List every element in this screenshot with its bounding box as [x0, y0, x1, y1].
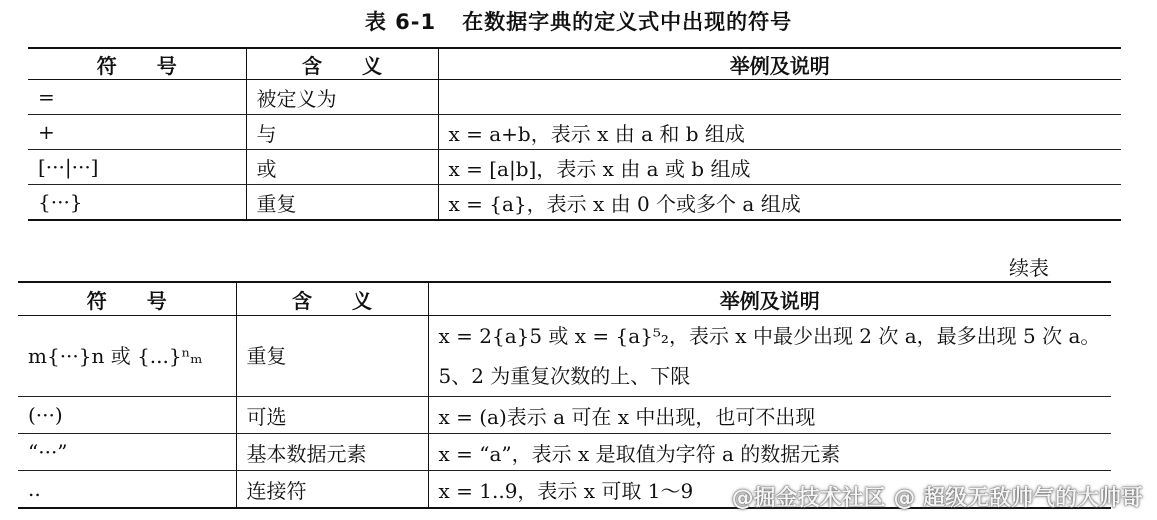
header-example: 举例及说明 [428, 282, 1111, 316]
symbol-table-continued [18, 281, 1111, 509]
table-row [28, 150, 1121, 185]
cell-example: x = a+b，表示 x 由 a 和 b 组成 [438, 115, 1121, 150]
cell-example: x = (a)表示 a 可在 x 中出现，也可不出现 [428, 397, 1111, 434]
cell-example: x = 2{a}5 或 x = {a}⁵₂，表示 x 中最少出现 2 次 a，最多出现 5 次 a。5、2 为重复次数的上、下限 [428, 316, 1111, 397]
header-meaning: 含 义 [236, 282, 428, 316]
table-row [28, 185, 1121, 221]
cell-example: x = [a|b]，表示 x 由 a 或 b 组成 [438, 150, 1121, 185]
header-meaning: 含 义 [246, 48, 438, 80]
table-number: 表 6-1 [364, 10, 437, 34]
cell-symbol: = [28, 80, 246, 115]
cell-example: x = 1..9，表示 x 可取 1～9 [428, 471, 1111, 509]
cell-example: x = {a}，表示 x 由 0 个或多个 a 组成 [438, 185, 1121, 221]
symbol-table [28, 47, 1121, 221]
cell-symbol: {···} [38, 190, 83, 214]
table-title [0, 6, 1157, 36]
table-row [18, 316, 1111, 397]
watermark: @掘金技术社区 @ 超级无敌帅气的大帅哥 [731, 486, 1143, 511]
cell-meaning: 被定义为 [246, 80, 438, 115]
cell-meaning: 连接符 [236, 471, 428, 509]
table-row [18, 397, 1111, 434]
cell-symbol: [···|···] [28, 150, 246, 185]
header-symbol: 符 号 [28, 48, 246, 80]
cell-example [438, 80, 1121, 115]
header-example: 举例及说明 [438, 48, 1121, 80]
table-row [28, 80, 1121, 115]
cell-symbol: + [28, 115, 246, 150]
cell-meaning: 或 [246, 150, 438, 185]
cell-example: x = “a”，表示 x 是取值为字符 a 的数据元素 [428, 434, 1111, 471]
continued-label: 续表 [1009, 256, 1049, 280]
cell-symbol: .. [28, 477, 41, 501]
cell-meaning: 重复 [246, 185, 438, 221]
table-header-row [28, 48, 1121, 80]
table-row [28, 115, 1121, 150]
cell-symbol: m{···}n 或 {...}ⁿₘ [18, 316, 236, 397]
cell-meaning: 基本数据元素 [236, 434, 428, 471]
table-header-row [18, 282, 1111, 316]
table-row [18, 434, 1111, 471]
cell-meaning: 可选 [236, 397, 428, 434]
header-symbol: 符 号 [18, 282, 236, 316]
cell-meaning: 与 [246, 115, 438, 150]
cell-symbol: “···” [18, 434, 236, 471]
table-caption: 在数据字典的定义式中出现的符号 [462, 10, 793, 34]
cell-meaning: 重复 [236, 316, 428, 397]
cell-symbol: (···) [18, 397, 236, 434]
